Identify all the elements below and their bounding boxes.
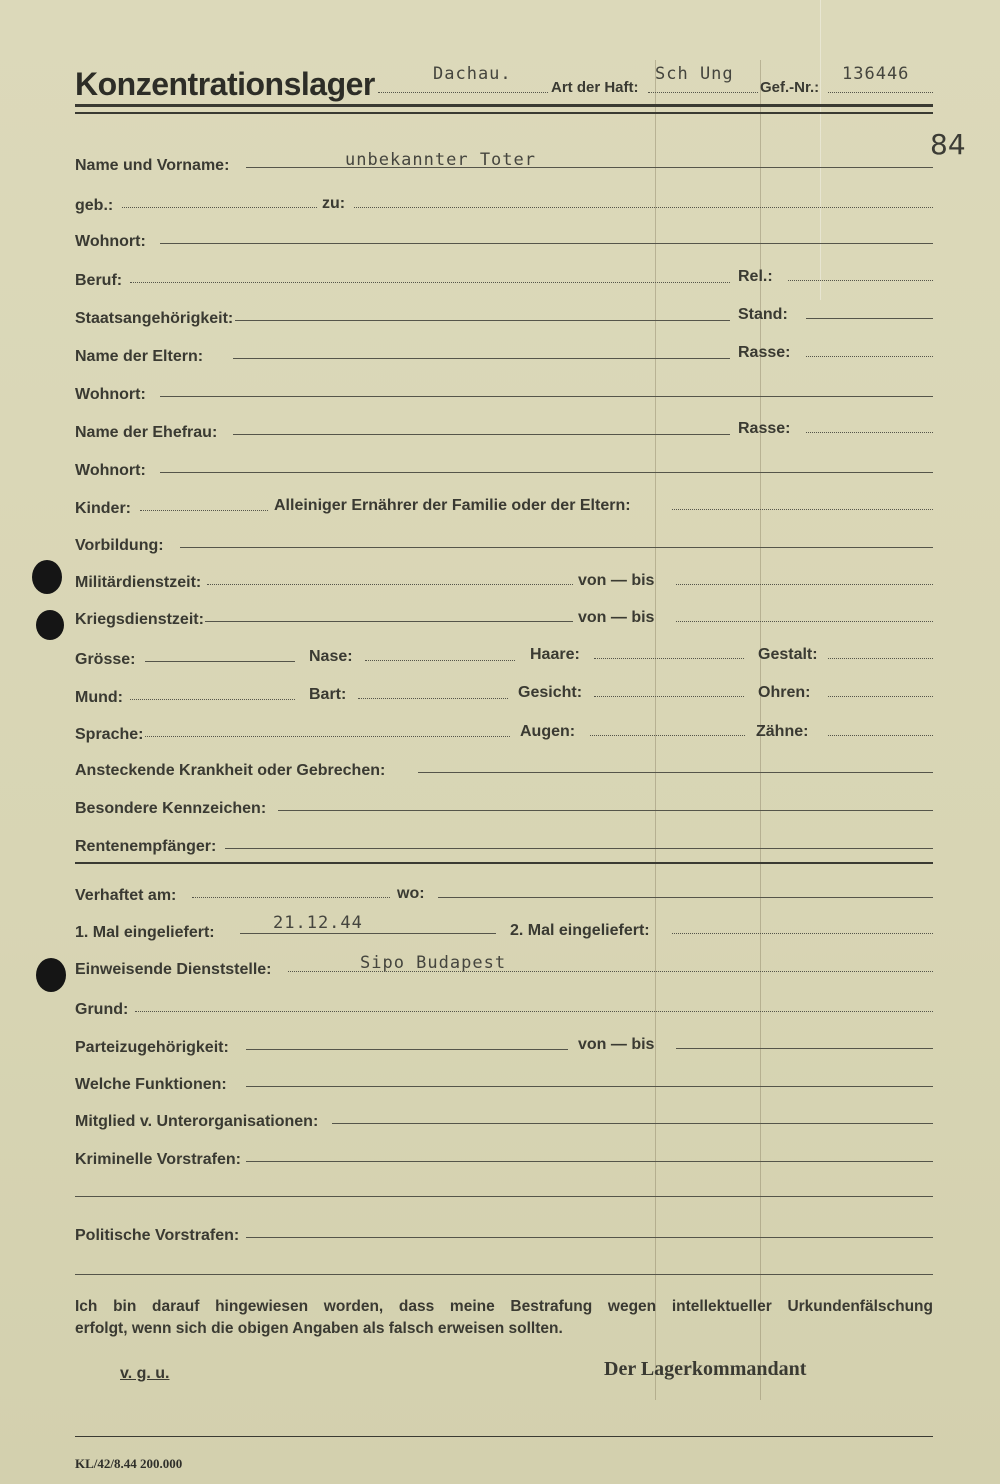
partei-line: [246, 1049, 568, 1050]
art-value: Sch Ung: [655, 64, 734, 84]
kriminell-line-2: [75, 1196, 933, 1197]
nase-label: Nase:: [309, 648, 353, 665]
ernaehrer-line: [672, 509, 933, 510]
camp-line: [378, 92, 548, 93]
verhaftet-label: Verhaftet am:: [75, 887, 177, 904]
signature-rule: [75, 1436, 933, 1437]
punch-hole: [36, 958, 66, 992]
militaer-line: [207, 584, 573, 585]
mitglied-line: [332, 1123, 933, 1124]
eltern-label: Name der Eltern:: [75, 348, 204, 365]
geb-label: geb.:: [75, 197, 114, 214]
politisch-line-2: [75, 1274, 933, 1275]
art-line: [648, 92, 758, 93]
gestalt-label: Gestalt:: [758, 646, 818, 663]
staat-label: Staatsangehörigkeit:: [75, 310, 234, 327]
haare-label: Haare:: [530, 646, 580, 663]
sheet-number: 84: [930, 128, 966, 161]
ehefrau-line: [233, 434, 730, 435]
wo-line: [438, 897, 933, 898]
groesse-label: Grösse:: [75, 651, 136, 668]
ehefrau-label: Name der Ehefrau:: [75, 424, 218, 441]
funktionen-line: [246, 1086, 933, 1087]
kennzeichen-line: [278, 810, 933, 811]
eltern-line: [233, 358, 730, 359]
sprache-label: Sprache:: [75, 726, 144, 743]
gef-label: Gef.-Nr.:: [760, 79, 820, 96]
zaehne-line: [828, 735, 933, 736]
staat-line: [235, 320, 730, 321]
haare-line: [594, 658, 744, 659]
rasse2-line: [806, 432, 933, 433]
krieg-vonbis: von — bis: [578, 609, 655, 626]
dienststelle-label: Einweisende Dienststelle:: [75, 961, 272, 978]
statement-line-1: Ich bin darauf hingewiesen worden, dass meine Bestrafung wegen intellektueller Urkundenfälschung: [75, 1298, 933, 1315]
dienststelle-value: Sipo Budapest: [360, 953, 507, 973]
partei-bis-line: [676, 1048, 933, 1049]
name-label: Name und Vorname:: [75, 157, 230, 174]
wohnort3-label: Wohnort:: [75, 462, 146, 479]
mal1-value: 21.12.44: [273, 913, 363, 933]
krankheit-label: Ansteckende Krankheit oder Gebrechen:: [75, 762, 386, 779]
mund-label: Mund:: [75, 689, 123, 706]
wohnort2-label: Wohnort:: [75, 386, 146, 403]
gef-line: [828, 92, 933, 93]
zu-line: [354, 207, 933, 208]
wo-label: wo:: [397, 885, 425, 902]
rente-line: [225, 848, 933, 849]
zaehne-label: Zähne:: [756, 723, 809, 740]
kommandant-label: Der Lagerkommandant: [604, 1358, 807, 1380]
militaer-label: Militärdienstzeit:: [75, 574, 202, 591]
mal1-label: 1. Mal eingeliefert:: [75, 924, 215, 941]
vgu-label: v. g. u.: [120, 1365, 170, 1382]
wohnort-line: [160, 243, 933, 244]
groesse-line: [145, 661, 295, 662]
mal2-label: 2. Mal eingeliefert:: [510, 922, 650, 939]
vorbildung-label: Vorbildung:: [75, 537, 164, 554]
kriminell-line: [246, 1161, 933, 1162]
rasse-line: [806, 356, 933, 357]
kinder-label: Kinder:: [75, 500, 131, 517]
sprache-line: [145, 736, 510, 737]
rel-label: Rel.:: [738, 268, 773, 285]
gesicht-label: Gesicht:: [518, 684, 583, 701]
form-code: KL/42/8.44 200.000: [75, 1456, 183, 1471]
rente-label: Rentenempfänger:: [75, 838, 217, 855]
partei-vonbis: von — bis: [578, 1036, 655, 1053]
wohnort2-line: [160, 396, 933, 397]
header-rule: [75, 112, 933, 114]
kriminell-label: Kriminelle Vorstrafen:: [75, 1151, 241, 1168]
punch-hole: [36, 610, 64, 640]
mal1-line: [240, 933, 496, 934]
gesicht-line: [594, 696, 744, 697]
augen-line: [590, 735, 745, 736]
militaer-vonbis: von — bis: [578, 572, 655, 589]
grund-line: [135, 1011, 933, 1012]
krankheit-line: [418, 772, 933, 773]
camp-value: Dachau.: [433, 64, 512, 84]
section-rule: [75, 862, 933, 864]
partei-label: Parteizugehörigkeit:: [75, 1039, 229, 1056]
zu-label: zu:: [322, 195, 346, 212]
vorbildung-line: [180, 547, 933, 548]
militaer-bis-line: [676, 584, 933, 585]
grund-label: Grund:: [75, 1001, 129, 1018]
punch-hole: [32, 560, 62, 594]
scan-streak: [655, 60, 656, 1400]
bart-line: [358, 698, 508, 699]
kennzeichen-label: Besondere Kennzeichen:: [75, 800, 267, 817]
verhaftet-line: [192, 897, 390, 898]
gef-value: 136446: [842, 64, 910, 84]
krieg-label: Kriegsdienstzeit:: [75, 611, 204, 628]
krieg-line: [205, 621, 573, 622]
politisch-label: Politische Vorstrafen:: [75, 1227, 240, 1244]
krieg-bis-line: [676, 621, 933, 622]
wohnort3-line: [160, 472, 933, 473]
beruf-line: [130, 282, 730, 283]
beruf-label: Beruf:: [75, 272, 123, 289]
mund-line: [130, 699, 295, 700]
header-rule: [75, 104, 933, 107]
statement-line-2: erfolgt, wenn sich die obigen Angaben als falsch erweisen sollten.: [75, 1320, 563, 1337]
rel-line: [788, 280, 933, 281]
wohnort-label: Wohnort:: [75, 233, 146, 250]
ernaehrer-label: Alleiniger Ernährer der Familie oder der Eltern:: [274, 497, 631, 514]
form-title: Konzentrationslager: [75, 66, 375, 102]
scan-streak: [820, 0, 821, 300]
kinder-line: [140, 510, 268, 511]
ohren-label: Ohren:: [758, 684, 811, 701]
name-value: unbekannter Toter: [345, 150, 536, 170]
mal2-line: [672, 933, 933, 934]
bart-label: Bart:: [309, 686, 347, 703]
geb-line: [122, 207, 317, 208]
politisch-line: [246, 1237, 933, 1238]
stand-label: Stand:: [738, 306, 788, 323]
augen-label: Augen:: [520, 723, 576, 740]
ohren-line: [828, 696, 933, 697]
funktionen-label: Welche Funktionen:: [75, 1076, 227, 1093]
rasse-label: Rasse:: [738, 344, 791, 361]
rasse2-label: Rasse:: [738, 420, 791, 437]
stand-line: [806, 318, 933, 319]
nase-line: [365, 660, 515, 661]
art-label: Art der Haft:: [551, 79, 639, 96]
gestalt-line: [828, 658, 933, 659]
mitglied-label: Mitglied v. Unterorganisationen:: [75, 1113, 319, 1130]
